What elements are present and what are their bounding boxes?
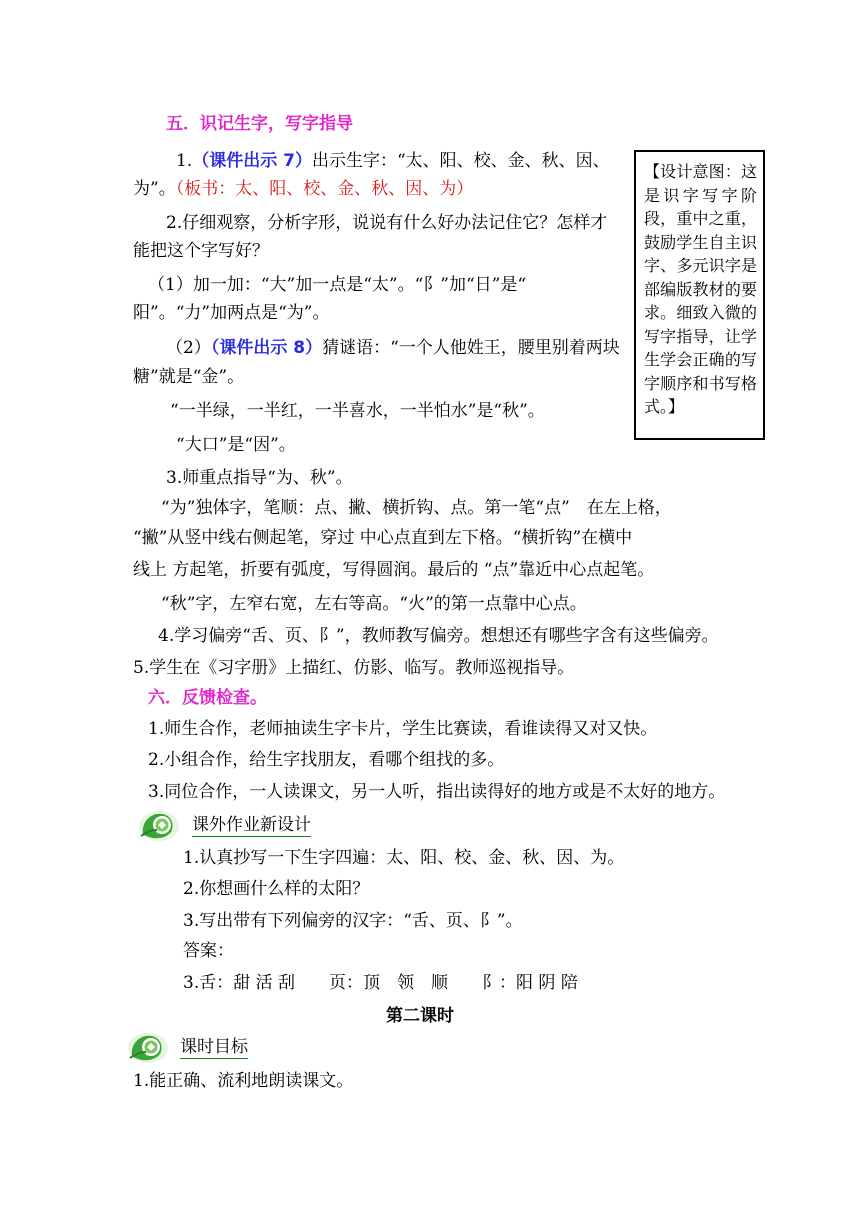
homework-item-2: 2.你想画什么样的太阳？ <box>183 879 370 899</box>
feedback-item-3: 3.同位合作，一人读课文，另一人听，指出读得好的地方或是不太好的地方。 <box>148 782 726 802</box>
leaf-circle-icon <box>137 808 181 842</box>
courseware-8-label: （课件出示 8） <box>210 338 323 358</box>
sub1-line-a: （1）加一加：“大”加一点是“太”。“阝”加“日”是“ <box>148 275 527 295</box>
homework-item-3: 3.写出带有下列偏旁的汉字：“舌、页、阝”。 <box>183 911 523 931</box>
sub2-text: 猜谜语：“一个人他姓王，腰里别着两块 <box>322 338 620 358</box>
item1-text: 出示生字：“太、阳、校、金、秋、因、 <box>311 151 610 171</box>
item2-line-b: 能把这个字写好？ <box>133 241 269 261</box>
sub2-line-a <box>166 337 620 359</box>
section5-title: 五．识记生字，写字指导 <box>166 114 353 134</box>
section6-title: 六．反馈检查。 <box>148 688 267 708</box>
item5: 5.学生在《习字册》上描红、仿影、临写。教师巡视指导。 <box>133 658 575 678</box>
wei-guide-3: 线上 方起笔，折要有弧度，写得圆润。最后的 “点”靠近中心点起笔。 <box>133 560 655 580</box>
leaf-circle-icon <box>126 1030 170 1064</box>
wei-guide-1: “为”独体字，笔顺：点、撇、横折钩、点。第一笔“点” 在左上格， <box>161 498 672 518</box>
homework-title <box>192 814 311 836</box>
feedback-item-2: 2.小组合作，给生字找朋友，看哪个组找的多。 <box>148 750 505 770</box>
item4: 4.学习偏旁“舌、页、阝”，教师教写偏旁。想想还有哪些字含有这些偏旁。 <box>158 626 719 646</box>
qiu-guide: “秋”字，左窄右宽，左右等高。“火”的第一点靠中心点。 <box>161 594 587 614</box>
riddle-3: “大口”是“因”。 <box>176 435 296 455</box>
sub2-line-b: 糖”就是“金”。 <box>133 367 245 387</box>
item3: 3.师重点指导“为、秋”。 <box>166 468 353 488</box>
sub2-prefix: （2） <box>166 338 211 358</box>
riddle-2: “一半绿，一半红，一半喜水，一半怕水”是“秋”。 <box>170 401 545 421</box>
lesson-goal-title <box>180 1036 248 1058</box>
item1-cont-line <box>133 178 473 200</box>
lesson-goal-title-text: 课时目标 <box>180 1037 248 1057</box>
item1-cont: 为”。 <box>133 179 176 199</box>
item2-line-a: 2.仔细观察，分析字形，说说有什么好办法记住它？怎样才 <box>166 213 608 233</box>
feedback-item-1: 1.师生合作，老师抽读生字卡片，学生比赛读，看谁读得又对又快。 <box>148 719 658 739</box>
answer-content: 3.舌：甜 活 刮 页：顶 领 顺 阝：阳 阴 陪 <box>183 973 578 993</box>
answer-label: 答案： <box>183 941 234 961</box>
homework-title-text: 课外作业新设计 <box>192 815 311 835</box>
lesson-goal-1: 1.能正确、流利地朗读课文。 <box>133 1071 354 1091</box>
item1-prefix: 1. <box>176 151 193 171</box>
sub1-line-b: 阳”。“力”加两点是“为”。 <box>133 303 330 323</box>
lesson2-heading: 第二课时 <box>386 1006 454 1026</box>
item1-line <box>176 150 610 172</box>
wei-guide-2: “撇”从竖中线右侧起笔，穿过 中心点直到左下格。“横折钩”在横中 <box>133 528 633 548</box>
design-intent-box: 【设计意图：这是识字写字阶段，重中之重，鼓励学生自主识字、多元识字是部编版教材的要求。细致入微的写字指导，让学生学会正确的写字顺序和书写格式。】 <box>634 150 765 440</box>
homework-item-1: 1.认真抄写一下生字四遍：太、阳、校、金、秋、因、为。 <box>183 848 625 868</box>
board-writing: （板书：太、阳、校、金、秋、因、为） <box>175 179 474 199</box>
courseware-7-label: （课件出示 7） <box>192 151 312 171</box>
